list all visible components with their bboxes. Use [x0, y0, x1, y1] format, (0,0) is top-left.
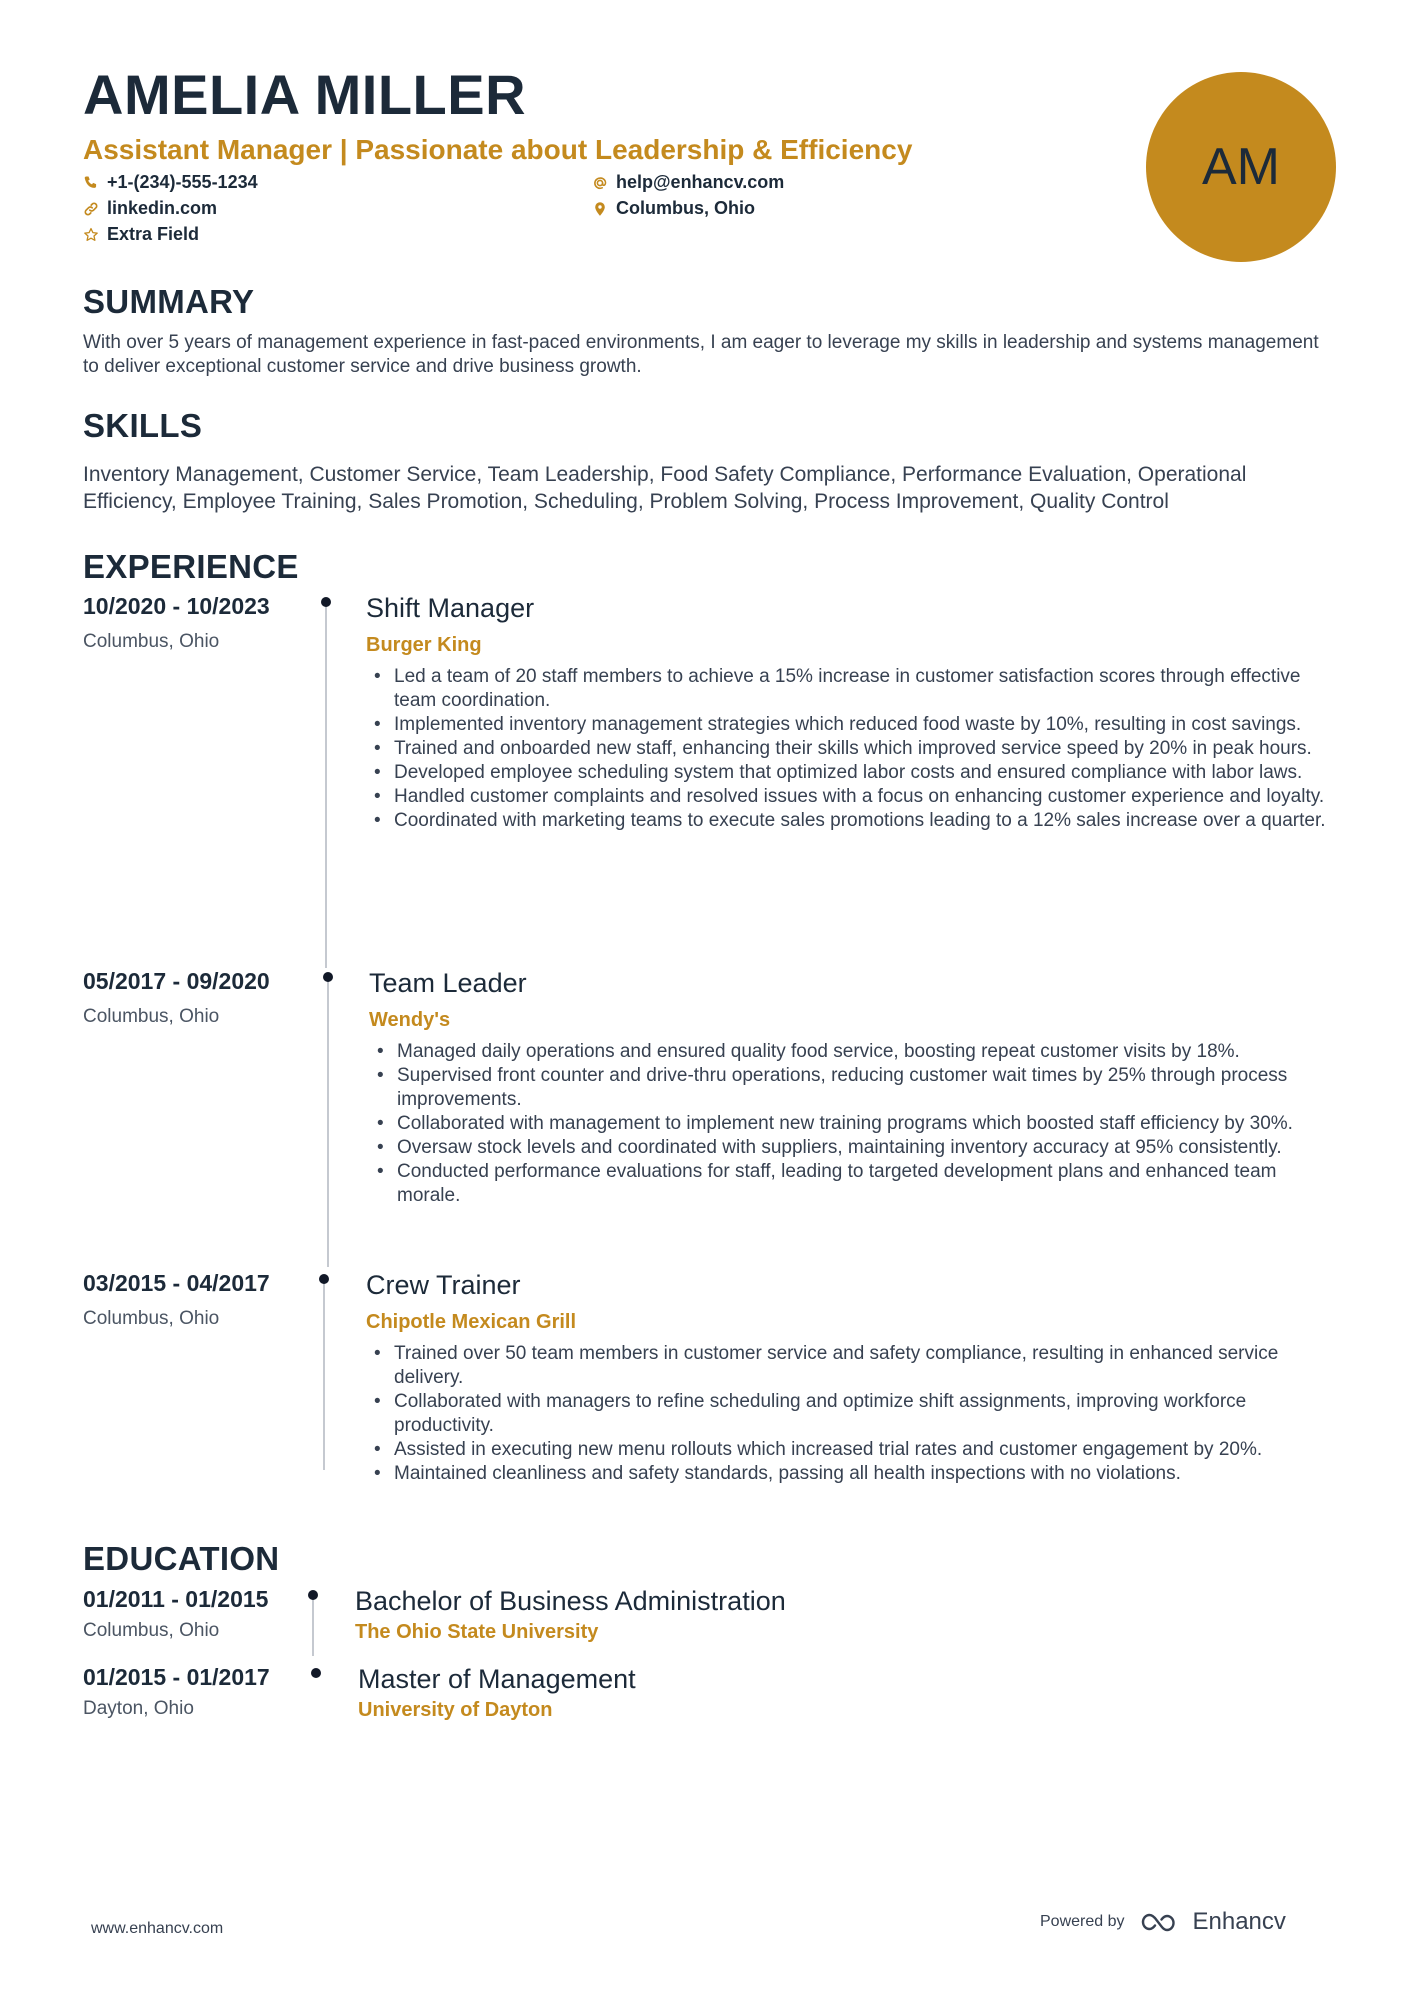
- timeline-line: [323, 1280, 325, 1470]
- experience-company: Chipotle Mexican Grill: [366, 1311, 577, 1333]
- timeline-line: [327, 978, 329, 1267]
- experience-dates: 05/2017 - 09/2020: [83, 968, 270, 994]
- experience-bullet: • Supervised front counter and drive-thru operations, reducing customer wait times by 25% through process improvements.: [369, 1064, 1339, 1112]
- star-icon: [83, 227, 99, 243]
- timeline-line: [325, 603, 327, 968]
- contact-location-text: Columbus, Ohio: [616, 198, 755, 218]
- summary-text: With over 5 years of management experience in fast-paced environments, I am eager to leverage my skills in leadership and systems management to deliver exceptional customer service and drive business growth.: [83, 332, 1319, 377]
- education-degree: Bachelor of Business Administration: [355, 1586, 786, 1616]
- experience-bullet: • Implemented inventory management strategies which reduced food waste by 10%, resulting in cost savings.: [366, 713, 1326, 737]
- experience-role: Team Leader: [369, 968, 527, 998]
- education-dates: 01/2011 - 01/2015: [83, 1586, 269, 1612]
- experience-bullet: • Trained over 50 team members in customer service and safety compliance, resulting in enhanced service delivery.: [366, 1342, 1326, 1390]
- education-location: Dayton, Ohio: [83, 1698, 194, 1719]
- experience-bullet: • Managed daily operations and ensured quality food service, boosting repeat customer visits by 18%.: [369, 1040, 1339, 1064]
- experience-bullet: • Handled customer complaints and resolved issues with a focus on enhancing customer experience and loyalty.: [366, 785, 1326, 809]
- experience-bullet: • Led a team of 20 staff members to achieve a 15% increase in customer satisfaction scores through effective team coordination.: [366, 665, 1326, 713]
- timeline-dot: [319, 1274, 329, 1284]
- footer-branding[interactable]: [1040, 1908, 1286, 1936]
- candidate-tagline: Assistant Manager | Passionate about Leadership & Efficiency: [83, 134, 913, 165]
- skills-heading: SKILLS: [83, 407, 203, 444]
- timeline-dot: [323, 972, 333, 982]
- timeline-dot: [311, 1668, 321, 1678]
- timeline-dot: [308, 1590, 318, 1600]
- link-icon: [83, 201, 99, 217]
- experience-dates: 03/2015 - 04/2017: [83, 1270, 270, 1296]
- education-school: University of Dayton: [358, 1699, 553, 1721]
- location-pin-icon: [592, 201, 608, 217]
- experience-bullet: • Trained and onboarded new staff, enhancing their skills which improved service speed by 20% in peak hours.: [366, 737, 1326, 761]
- experience-location: Columbus, Ohio: [83, 631, 220, 652]
- experience-bullet: • Collaborated with managers to refine scheduling and optimize shift assignments, improving workforce productivity.: [366, 1390, 1326, 1438]
- contact-linkedin-text: linkedin.com: [107, 198, 218, 218]
- contact-linkedin[interactable]: [83, 198, 217, 219]
- education-dates: 01/2015 - 01/2017: [83, 1664, 270, 1690]
- experience-role: Shift Manager: [366, 593, 535, 623]
- summary-heading: SUMMARY: [83, 283, 255, 320]
- experience-location: Columbus, Ohio: [83, 1006, 220, 1027]
- experience-bullets: [369, 1040, 1339, 1208]
- experience-bullets: [366, 665, 1326, 833]
- experience-bullet: • Conducted performance evaluations for staff, leading to targeted development plans and enhanced team morale.: [369, 1160, 1339, 1208]
- experience-dates: 10/2020 - 10/2023: [83, 593, 270, 619]
- experience-heading: EXPERIENCE: [83, 548, 299, 585]
- experience-bullet: • Developed employee scheduling system that optimized labor costs and ensured compliance with labor laws.: [366, 761, 1326, 785]
- contact-phone-text: +1-(234)-555-1234: [107, 172, 258, 192]
- experience-bullet: • Oversaw stock levels and coordinated with suppliers, maintaining inventory accuracy at 95% consistently.: [369, 1136, 1339, 1160]
- timeline-dot: [321, 597, 331, 607]
- contact-extra-field: [83, 224, 199, 245]
- timeline-line: [312, 1596, 314, 1656]
- at-icon: [592, 175, 608, 191]
- experience-bullet: • Maintained cleanliness and safety standards, passing all health inspections with no violations.: [366, 1462, 1326, 1486]
- education-school: The Ohio State University: [355, 1621, 599, 1643]
- experience-company: Burger King: [366, 634, 482, 656]
- enhancv-logo[interactable]: [1139, 1908, 1286, 1936]
- skills-text: Inventory Management, Customer Service, Team Leadership, Food Safety Compliance, Performance Evaluation, Operational Efficiency, Employee Training, Sales Promotion, Scheduling, Problem Solving, Process Improvement, Quality Control: [83, 463, 1247, 513]
- education-location: Columbus, Ohio: [83, 1620, 220, 1641]
- contact-phone[interactable]: [83, 172, 258, 193]
- education-heading: EDUCATION: [83, 1540, 280, 1577]
- contact-email-text: help@enhancv.com: [616, 172, 785, 192]
- candidate-name: AMELIA MILLER: [83, 63, 527, 126]
- powered-by-label: Powered by: [1040, 1913, 1125, 1930]
- education-degree: Master of Management: [358, 1664, 636, 1694]
- enhancv-brand-text: Enhancv: [1192, 1908, 1286, 1935]
- contact-email[interactable]: [592, 172, 784, 193]
- experience-location: Columbus, Ohio: [83, 1308, 220, 1329]
- contact-location: [592, 198, 755, 219]
- experience-bullets: [366, 1342, 1326, 1486]
- avatar: [1146, 72, 1336, 262]
- phone-icon: [83, 175, 99, 191]
- avatar-initials: AM: [1202, 138, 1280, 196]
- experience-bullet: • Coordinated with marketing teams to execute sales promotions leading to a 12% sales increase over a quarter.: [366, 809, 1326, 833]
- footer-website-link[interactable]: www.enhancv.com: [91, 1920, 224, 1937]
- experience-bullet: • Assisted in executing new menu rollouts which increased trial rates and customer engagement by 20%.: [366, 1438, 1326, 1462]
- experience-company: Wendy's: [369, 1009, 451, 1031]
- experience-role: Crew Trainer: [366, 1270, 521, 1300]
- enhancv-logo-icon: [1139, 1910, 1185, 1934]
- experience-bullet: • Collaborated with management to implement new training programs which boosted staff efficiency by 30%.: [369, 1112, 1339, 1136]
- contact-extra-field-text: Extra Field: [107, 224, 200, 244]
